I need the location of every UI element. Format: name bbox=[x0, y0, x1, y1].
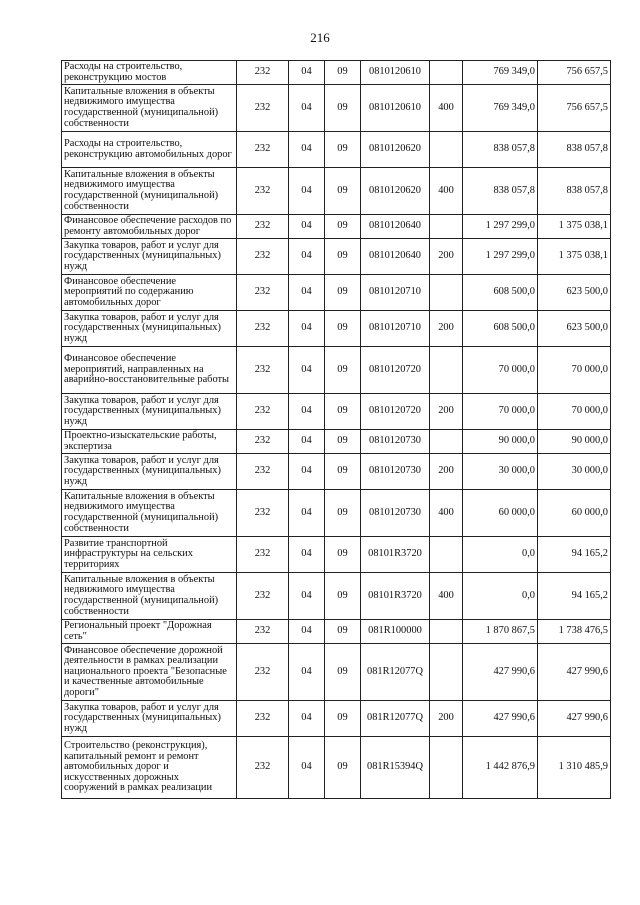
table-row bbox=[62, 701, 611, 737]
cell-name: Закупка товаров, работ и услуг для государственных (муниципальных) нужд bbox=[62, 239, 237, 275]
cell-expense-type bbox=[430, 132, 463, 168]
cell-amount-year2: 60 000,0 bbox=[538, 490, 611, 537]
cell-amount-year2: 30 000,0 bbox=[538, 454, 611, 490]
cell-section: 04 bbox=[289, 239, 325, 275]
cell-target-article: 0810120620 bbox=[361, 132, 430, 168]
cell-amount-year2: 427 990,6 bbox=[538, 701, 611, 737]
cell-amount-year2: 756 657,5 bbox=[538, 85, 611, 132]
cell-name: Строительство (реконструкция), капитальный ремонт и ремонт автомобильных дорог и искусственных дорожных сооружений в рамках реализации bbox=[62, 737, 237, 799]
cell-name: Региональный проект "Дорожная сеть" bbox=[62, 620, 237, 644]
table-row bbox=[62, 573, 611, 620]
table-row bbox=[62, 132, 611, 168]
cell-amount-year2: 70 000,0 bbox=[538, 394, 611, 430]
cell-subsection: 09 bbox=[325, 239, 361, 275]
cell-grbs: 232 bbox=[237, 311, 289, 347]
cell-amount-year2: 1 310 485,9 bbox=[538, 737, 611, 799]
cell-amount-year1: 30 000,0 bbox=[463, 454, 538, 490]
page-number: 216 bbox=[310, 30, 330, 45]
cell-amount-year2: 94 165,2 bbox=[538, 537, 611, 573]
cell-target-article: 081R12077Q bbox=[361, 701, 430, 737]
cell-expense-type: 200 bbox=[430, 701, 463, 737]
cell-name: Расходы на строительство, реконструкцию автомобильных дорог bbox=[62, 132, 237, 168]
cell-section: 04 bbox=[289, 394, 325, 430]
cell-subsection: 09 bbox=[325, 573, 361, 620]
cell-section: 04 bbox=[289, 215, 325, 239]
table-row bbox=[62, 61, 611, 85]
cell-target-article: 0810120730 bbox=[361, 454, 430, 490]
cell-amount-year2: 838 057,8 bbox=[538, 168, 611, 215]
cell-name: Капитальные вложения в объекты недвижимого имущества государственной (муниципальной) собственности bbox=[62, 85, 237, 132]
cell-grbs: 232 bbox=[237, 454, 289, 490]
cell-target-article: 0810120620 bbox=[361, 168, 430, 215]
cell-amount-year2: 1 375 038,1 bbox=[538, 215, 611, 239]
cell-expense-type bbox=[430, 275, 463, 311]
cell-section: 04 bbox=[289, 701, 325, 737]
cell-amount-year2: 90 000,0 bbox=[538, 430, 611, 454]
cell-grbs: 232 bbox=[237, 490, 289, 537]
cell-expense-type: 400 bbox=[430, 85, 463, 132]
cell-amount-year2: 838 057,8 bbox=[538, 132, 611, 168]
cell-name: Закупка товаров, работ и услуг для государственных (муниципальных) нужд bbox=[62, 311, 237, 347]
cell-section: 04 bbox=[289, 490, 325, 537]
table-row bbox=[62, 490, 611, 537]
cell-target-article: 0810120710 bbox=[361, 275, 430, 311]
cell-name: Закупка товаров, работ и услуг для государственных (муниципальных) нужд bbox=[62, 701, 237, 737]
cell-expense-type: 400 bbox=[430, 573, 463, 620]
cell-name: Финансовое обеспечение мероприятий, направленных на аварийно-восстановительные работы bbox=[62, 347, 237, 394]
cell-target-article: 0810120710 bbox=[361, 311, 430, 347]
cell-expense-type bbox=[430, 537, 463, 573]
cell-amount-year1: 838 057,8 bbox=[463, 132, 538, 168]
cell-subsection: 09 bbox=[325, 537, 361, 573]
cell-subsection: 09 bbox=[325, 737, 361, 799]
cell-amount-year2: 1 738 476,5 bbox=[538, 620, 611, 644]
cell-section: 04 bbox=[289, 430, 325, 454]
cell-subsection: 09 bbox=[325, 620, 361, 644]
cell-expense-type: 200 bbox=[430, 454, 463, 490]
cell-amount-year1: 427 990,6 bbox=[463, 701, 538, 737]
cell-subsection: 09 bbox=[325, 168, 361, 215]
cell-subsection: 09 bbox=[325, 644, 361, 701]
cell-subsection: 09 bbox=[325, 215, 361, 239]
cell-target-article: 0810120640 bbox=[361, 239, 430, 275]
table-row bbox=[62, 275, 611, 311]
cell-expense-type: 200 bbox=[430, 311, 463, 347]
cell-name: Капитальные вложения в объекты недвижимого имущества государственной (муниципальной) собственности bbox=[62, 168, 237, 215]
cell-section: 04 bbox=[289, 537, 325, 573]
cell-expense-type bbox=[430, 620, 463, 644]
cell-subsection: 09 bbox=[325, 701, 361, 737]
cell-subsection: 09 bbox=[325, 490, 361, 537]
cell-amount-year2: 1 375 038,1 bbox=[538, 239, 611, 275]
cell-amount-year1: 60 000,0 bbox=[463, 490, 538, 537]
cell-grbs: 232 bbox=[237, 275, 289, 311]
cell-grbs: 232 bbox=[237, 239, 289, 275]
cell-target-article: 0810120610 bbox=[361, 85, 430, 132]
cell-name: Закупка товаров, работ и услуг для государственных (муниципальных) нужд bbox=[62, 394, 237, 430]
cell-expense-type bbox=[430, 61, 463, 85]
cell-name: Финансовое обеспечение расходов по ремонту автомобильных дорог bbox=[62, 215, 237, 239]
cell-amount-year1: 70 000,0 bbox=[463, 347, 538, 394]
cell-subsection: 09 bbox=[325, 394, 361, 430]
table-row bbox=[62, 430, 611, 454]
cell-section: 04 bbox=[289, 132, 325, 168]
cell-expense-type: 400 bbox=[430, 490, 463, 537]
cell-amount-year1: 608 500,0 bbox=[463, 275, 538, 311]
cell-section: 04 bbox=[289, 573, 325, 620]
cell-amount-year1: 1 870 867,5 bbox=[463, 620, 538, 644]
cell-amount-year1: 0,0 bbox=[463, 573, 538, 620]
cell-grbs: 232 bbox=[237, 620, 289, 644]
cell-grbs: 232 bbox=[237, 701, 289, 737]
cell-grbs: 232 bbox=[237, 737, 289, 799]
cell-grbs: 232 bbox=[237, 394, 289, 430]
cell-target-article: 081R12077Q bbox=[361, 644, 430, 701]
table-row bbox=[62, 394, 611, 430]
cell-expense-type bbox=[430, 215, 463, 239]
cell-section: 04 bbox=[289, 275, 325, 311]
cell-target-article: 081R100000 bbox=[361, 620, 430, 644]
cell-expense-type: 200 bbox=[430, 239, 463, 275]
cell-target-article: 0810120720 bbox=[361, 394, 430, 430]
table-row bbox=[62, 537, 611, 573]
cell-section: 04 bbox=[289, 347, 325, 394]
table-row bbox=[62, 644, 611, 701]
cell-name: Капитальные вложения в объекты недвижимого имущества государственной (муниципальной) собственности bbox=[62, 490, 237, 537]
table-row bbox=[62, 85, 611, 132]
cell-amount-year1: 1 297 299,0 bbox=[463, 215, 538, 239]
table-row bbox=[62, 168, 611, 215]
cell-amount-year1: 427 990,6 bbox=[463, 644, 538, 701]
cell-amount-year2: 623 500,0 bbox=[538, 311, 611, 347]
cell-subsection: 09 bbox=[325, 454, 361, 490]
cell-name: Закупка товаров, работ и услуг для государственных (муниципальных) нужд bbox=[62, 454, 237, 490]
cell-grbs: 232 bbox=[237, 347, 289, 394]
cell-expense-type bbox=[430, 644, 463, 701]
cell-name: Капитальные вложения в объекты недвижимого имущества государственной (муниципальной) собственности bbox=[62, 573, 237, 620]
table-row bbox=[62, 737, 611, 799]
cell-section: 04 bbox=[289, 644, 325, 701]
cell-amount-year1: 769 349,0 bbox=[463, 61, 538, 85]
cell-grbs: 232 bbox=[237, 168, 289, 215]
cell-amount-year2: 623 500,0 bbox=[538, 275, 611, 311]
cell-target-article: 08101R3720 bbox=[361, 573, 430, 620]
table-row bbox=[62, 239, 611, 275]
cell-name: Развитие транспортной инфраструктуры на сельских территориях bbox=[62, 537, 237, 573]
cell-amount-year1: 838 057,8 bbox=[463, 168, 538, 215]
cell-expense-type: 400 bbox=[430, 168, 463, 215]
cell-section: 04 bbox=[289, 454, 325, 490]
cell-amount-year2: 94 165,2 bbox=[538, 573, 611, 620]
cell-subsection: 09 bbox=[325, 275, 361, 311]
cell-subsection: 09 bbox=[325, 61, 361, 85]
cell-subsection: 09 bbox=[325, 85, 361, 132]
cell-section: 04 bbox=[289, 85, 325, 132]
cell-section: 04 bbox=[289, 737, 325, 799]
cell-name: Расходы на строительство, реконструкцию мостов bbox=[62, 61, 237, 85]
cell-subsection: 09 bbox=[325, 347, 361, 394]
table-body bbox=[62, 61, 611, 799]
table-row bbox=[62, 215, 611, 239]
cell-amount-year1: 769 349,0 bbox=[463, 85, 538, 132]
cell-subsection: 09 bbox=[325, 311, 361, 347]
cell-amount-year2: 70 000,0 bbox=[538, 347, 611, 394]
cell-amount-year1: 90 000,0 bbox=[463, 430, 538, 454]
cell-target-article: 081R15394Q bbox=[361, 737, 430, 799]
cell-grbs: 232 bbox=[237, 573, 289, 620]
cell-target-article: 0810120610 bbox=[361, 61, 430, 85]
cell-name: Проектно-изыскательские работы, экспертиза bbox=[62, 430, 237, 454]
cell-subsection: 09 bbox=[325, 132, 361, 168]
cell-expense-type: 200 bbox=[430, 394, 463, 430]
cell-grbs: 232 bbox=[237, 644, 289, 701]
cell-expense-type bbox=[430, 347, 463, 394]
cell-grbs: 232 bbox=[237, 537, 289, 573]
cell-grbs: 232 bbox=[237, 215, 289, 239]
cell-target-article: 0810120720 bbox=[361, 347, 430, 394]
cell-amount-year1: 1 442 876,9 bbox=[463, 737, 538, 799]
cell-target-article: 0810120730 bbox=[361, 430, 430, 454]
table-row bbox=[62, 347, 611, 394]
cell-amount-year1: 70 000,0 bbox=[463, 394, 538, 430]
cell-amount-year2: 756 657,5 bbox=[538, 61, 611, 85]
cell-name: Финансовое обеспечение мероприятий по содержанию автомобильных дорог bbox=[62, 275, 237, 311]
table-row bbox=[62, 311, 611, 347]
cell-amount-year1: 0,0 bbox=[463, 537, 538, 573]
cell-target-article: 0810120640 bbox=[361, 215, 430, 239]
cell-amount-year1: 1 297 299,0 bbox=[463, 239, 538, 275]
table-row bbox=[62, 454, 611, 490]
cell-grbs: 232 bbox=[237, 85, 289, 132]
cell-section: 04 bbox=[289, 311, 325, 347]
budget-table bbox=[61, 60, 611, 799]
cell-amount-year2: 427 990,6 bbox=[538, 644, 611, 701]
cell-expense-type bbox=[430, 430, 463, 454]
cell-section: 04 bbox=[289, 61, 325, 85]
cell-grbs: 232 bbox=[237, 132, 289, 168]
cell-subsection: 09 bbox=[325, 430, 361, 454]
cell-grbs: 232 bbox=[237, 61, 289, 85]
cell-section: 04 bbox=[289, 620, 325, 644]
cell-section: 04 bbox=[289, 168, 325, 215]
table-row bbox=[62, 620, 611, 644]
cell-name: Финансовое обеспечение дорожной деятельности в рамках реализации национального проекта "Безопасные и качественные автомобильные дороги" bbox=[62, 644, 237, 701]
cell-expense-type bbox=[430, 737, 463, 799]
cell-amount-year1: 608 500,0 bbox=[463, 311, 538, 347]
cell-target-article: 08101R3720 bbox=[361, 537, 430, 573]
cell-grbs: 232 bbox=[237, 430, 289, 454]
cell-target-article: 0810120730 bbox=[361, 490, 430, 537]
